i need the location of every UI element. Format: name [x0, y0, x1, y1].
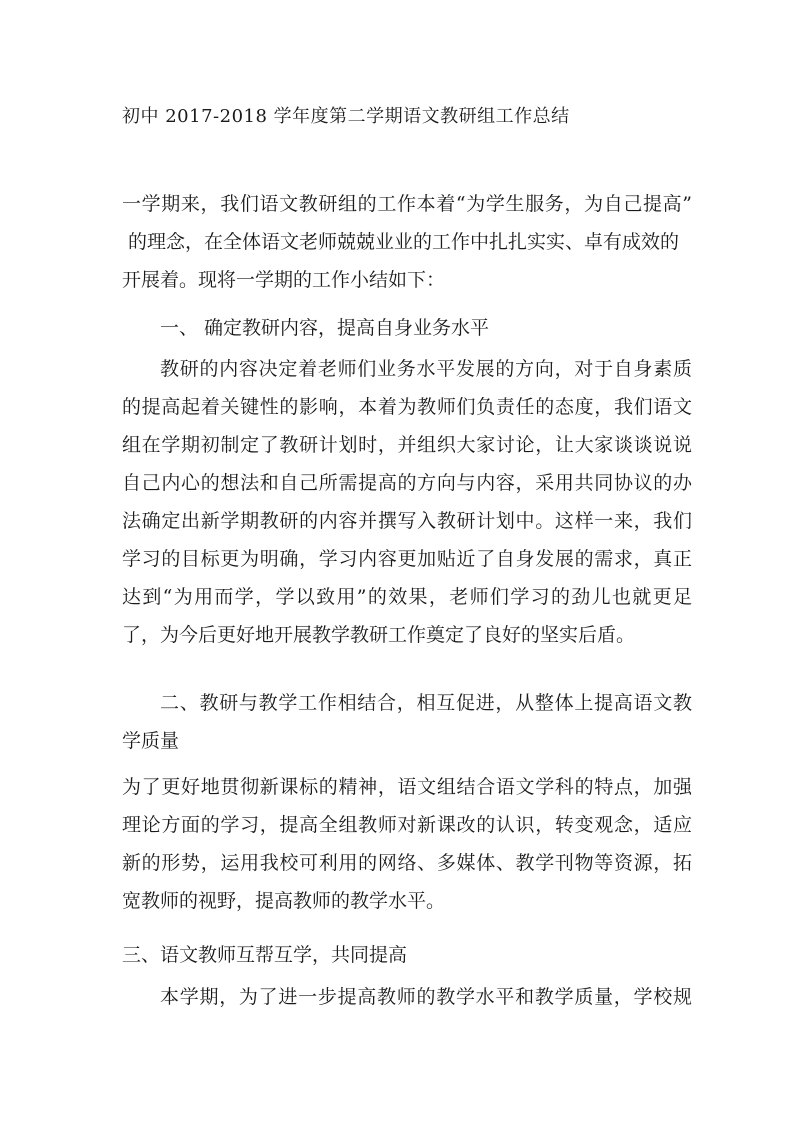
document-title: 初中 2017-2018 学年度第二学期语文教研组工作总结	[122, 106, 570, 127]
section-heading: 学质量	[122, 730, 180, 752]
section-heading: 二、教研与教学工作相结合，相互促进，从整体上提高语文教	[160, 692, 692, 714]
paragraph-line: 自己内心的想法和自己所需提高的方向与内容，采用共同协议的办	[122, 472, 692, 494]
paragraph-line: 宽教师的视野，提高教师的教学水平。	[122, 890, 446, 912]
section-1-heading-block	[122, 309, 692, 347]
section-3-heading-block	[122, 936, 692, 974]
paragraph-line: 的提高起着关键性的影响，本着为教师们负责任的态度，我们语文	[122, 396, 692, 418]
intro-paragraph	[122, 185, 692, 299]
section-3-paragraph	[122, 978, 692, 1016]
section-1-paragraph	[122, 350, 692, 654]
paragraph-line: 新的形势，运用我校可利用的网络、多媒体、教学刊物等资源，拓	[122, 852, 692, 874]
intro-line: 开展着。现将一学期的工作小结如下：	[122, 269, 446, 291]
paragraph-line: 学习的目标更为明确，学习内容更加贴近了自身发展的需求，真正	[122, 548, 692, 570]
intro-line: 的理念，在全体语文老师兢兢业业的工作中扎扎实实、卓有成效的	[122, 231, 680, 253]
paragraph-line: 法确定出新学期教研的内容并撰写入教研计划中。这样一来，我们	[122, 510, 692, 532]
paragraph-line: 了，为今后更好地开展教学教研工作奠定了良好的坚实后盾。	[122, 624, 636, 646]
paragraph-line: 为了更好地贯彻新课标的精神，语文组结合语文学科的特点，加强	[122, 776, 692, 798]
paragraph-line: 理论方面的学习，提高全组教师对新课改的认识，转变观念，适应	[122, 814, 692, 836]
intro-line: 一学期来，我们语文教研组的工作本着“为学生服务，为自己提高”	[122, 193, 692, 215]
section-2-paragraph	[122, 768, 692, 920]
paragraph-line: 组在学期初制定了教研计划时，并组织大家讨论，让大家谈谈说说	[122, 434, 692, 456]
section-heading: 一、 确定教研内容，提高自身业务水平	[160, 317, 490, 339]
section-2-heading-block	[122, 684, 692, 760]
section-heading: 三、语文教师互帮互学，共同提高	[122, 944, 408, 966]
paragraph-line: 本学期，为了进一步提高教师的教学水平和教学质量，学校规	[160, 986, 692, 1008]
paragraph-line: 教研的内容决定着老师们业务水平发展的方向，对于自身素质	[160, 358, 692, 380]
paragraph-line: 达到“为用而学，学以致用”的效果，老师们学习的劲儿也就更足	[122, 586, 692, 608]
